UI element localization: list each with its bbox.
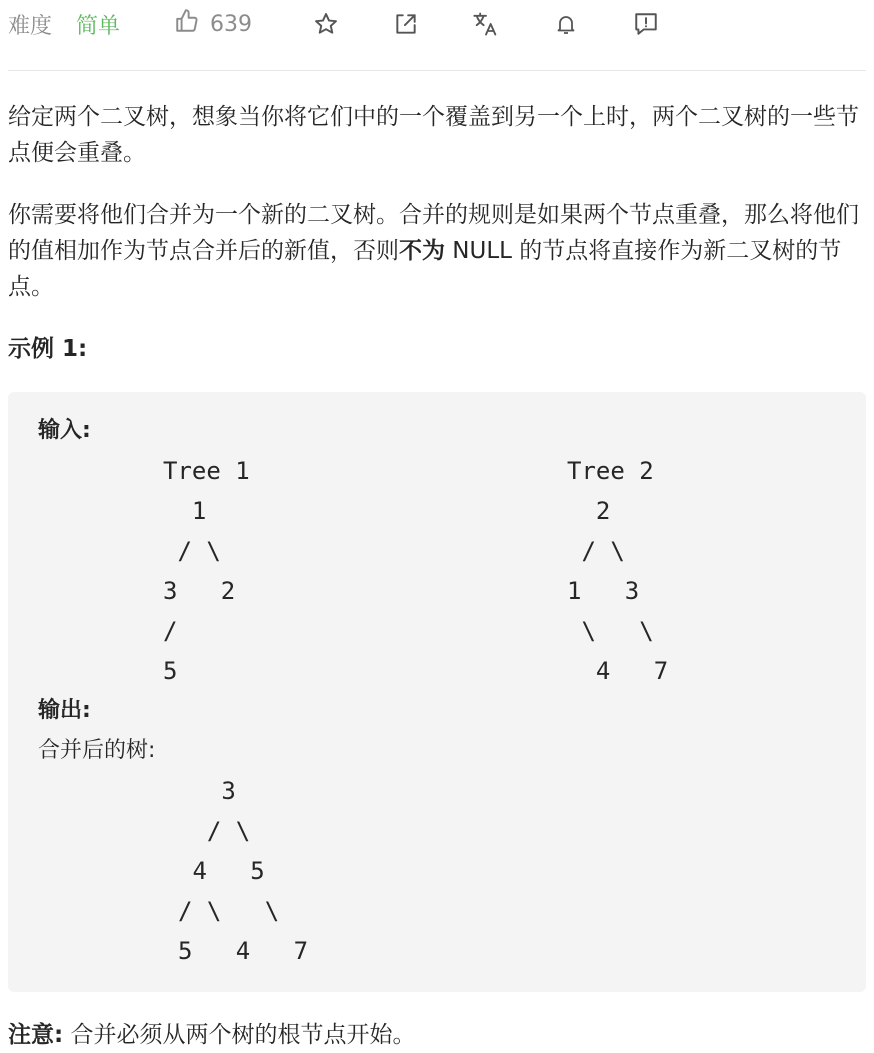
star-icon — [313, 11, 339, 37]
paragraph-2-text-b: NULL 的节点将直接作为新二叉树的节点。 — [8, 238, 842, 300]
merged-tree-diagram: 3 / \ 4 5 / \ \ 5 4 7 — [178, 777, 309, 965]
note-paragraph — [8, 1017, 416, 1053]
tree-1-diagram: Tree 1 1 / \ 3 2 / 5 — [163, 457, 250, 685]
bell-icon — [554, 11, 578, 37]
paragraph-2-text-a: 你需要将他们合并为一个新的二叉树。合并的规则是如果两个节点重叠，那么将他们的值相加作为节点合并后的新值，否则 — [8, 202, 859, 264]
input-label: 输入: — [38, 418, 91, 443]
description-paragraph-1: 给定两个二叉树，想象当你将它们中的一个覆盖到另一个上时，两个二叉树的一些节点便会重叠。 — [8, 104, 859, 166]
example-heading: 示例 1: — [8, 336, 88, 362]
subscribe-button[interactable] — [548, 6, 584, 42]
favorite-button[interactable] — [308, 6, 344, 42]
header-divider — [8, 70, 866, 71]
paragraph-2-bold-text: 不为 — [399, 238, 445, 264]
feedback-button[interactable] — [628, 6, 664, 42]
example-code-block — [8, 392, 866, 992]
difficulty-label: 难度 — [8, 13, 53, 39]
output-description: 合并后的树: — [38, 738, 156, 763]
translate-button[interactable] — [468, 6, 504, 42]
note-text: 合并必须从两个树的根节点开始。 — [63, 1022, 416, 1048]
description-paragraph-2 — [8, 197, 868, 305]
problem-toolbar — [8, 0, 866, 48]
like-button[interactable] — [174, 6, 252, 42]
share-icon — [393, 11, 419, 37]
translate-icon — [472, 10, 500, 38]
output-label: 输出: — [38, 698, 91, 723]
difficulty-value: 简单 — [76, 13, 121, 39]
tree-2-diagram: Tree 2 2 / \ 1 3 \ \ 4 7 — [567, 457, 669, 685]
thumbs-up-icon — [174, 8, 200, 40]
feedback-icon — [633, 11, 659, 37]
share-button[interactable] — [388, 6, 424, 42]
note-label: 注意: — [8, 1022, 64, 1048]
like-count: 639 — [210, 11, 252, 37]
